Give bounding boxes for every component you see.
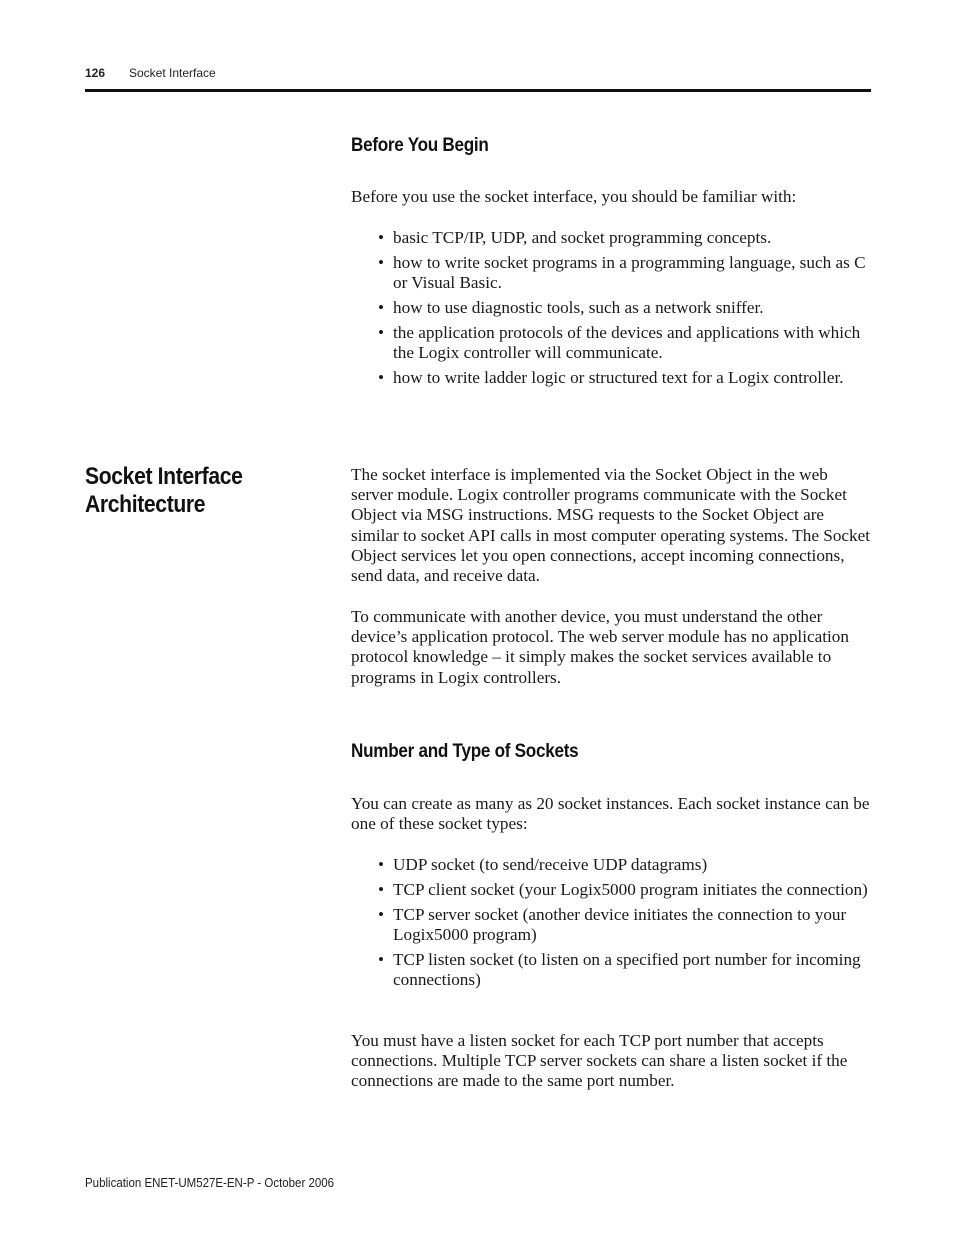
list-item: • the application protocols of the devices and applications with which the Logix controller will communicate. [378,323,861,363]
header-section-title: Socket Interface [129,66,216,80]
sockets-closing-paragraph: You must have a listen socket for each TCP port number that accepts connections. Multiple TCP server sockets can share a listen socket if the connections are made to the same port number. [351,1031,848,1091]
list-item: • TCP client socket (your Logix5000 program initiates the connection) [378,880,868,899]
list-item: • UDP socket (to send/receive UDP datagrams) [378,855,708,874]
before-you-begin-intro: Before you use the socket interface, you should be familiar with: [351,187,797,206]
running-header [85,66,871,80]
number-and-type-heading: Number and Type of Sockets [351,741,579,762]
list-item: • TCP listen socket (to listen on a specified port number for incoming connections) [378,950,861,990]
list-item: • how to write socket programs in a programming language, such as C or Visual Basic. [378,253,866,293]
page-number: 126 [85,66,106,80]
sockets-intro: You can create as many as 20 socket instances. Each socket instance can be one of these socket types: [351,794,870,834]
prerequisites-list [378,228,872,393]
architecture-paragraph-2: To communicate with another device, you must understand the other device’s application protocol. The web server module has no application protocol knowledge – it simply makes the socket services available to programs in Logix controllers. [351,607,849,687]
list-item: • basic TCP/IP, UDP, and socket programming concepts. [378,228,772,247]
list-item: • how to write ladder logic or structured text for a Logix controller. [378,368,844,388]
socket-types-list [378,855,872,995]
architecture-paragraph-1: The socket interface is implemented via the Socket Object in the web server module. Logix controller programs communicate with the Socket Object via MSG instructions. MSG requests to the Socket Object are similar to socket API calls in most computer operating systems. The Socket Object services let you open connections, accept incoming connections, send data, and receive data. [351,465,871,586]
socket-interface-architecture-heading: Socket Interface Architecture [85,463,243,518]
publication-footer: Publication ENET-UM527E-EN-P - October 2006 [85,1176,335,1190]
list-item: • how to use diagnostic tools, such as a network sniffer. [378,298,764,318]
header-rule [85,89,871,92]
list-item: • TCP server socket (another device initiates the connection to your Logix5000 program) [378,905,847,945]
before-you-begin-heading: Before You Begin [351,135,489,156]
